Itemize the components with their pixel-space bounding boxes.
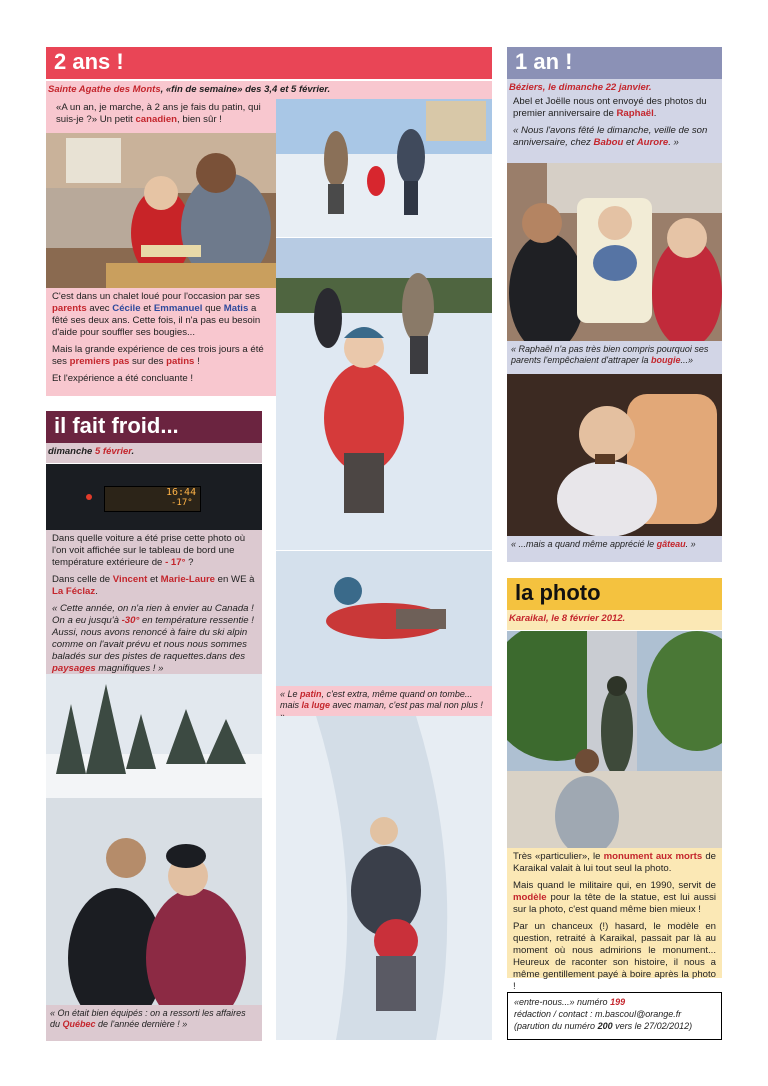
two-years-subtitle — [46, 81, 492, 99]
two-years-para1: C'est dans un chalet loué pour l'occasion par ses parents avec Cécile et Emmanuel que Matis a fêté ses deux ans. Cette fois, il n'a pas eu besoin d'aide pour souffler ses bougies... — [52, 291, 261, 338]
two-years-text — [46, 288, 276, 396]
photo-couple-snow — [46, 798, 262, 1005]
skate-caption: « Le patin, c'est extra, même quand on tombe... mais la luge avec maman, c'est pas mal non plus ! — [276, 686, 492, 716]
photo-subtitle: Karaikal, le 8 février 2012. — [507, 610, 722, 630]
photo-child-fallen — [276, 551, 492, 686]
two-years-para3: Et l'expérience a été concluante ! — [52, 373, 194, 384]
one-year-title: 1 an ! — [507, 47, 722, 79]
photo-toddler-skating — [276, 238, 492, 550]
two-years-title: 2 ans ! — [46, 47, 492, 79]
two-years-place: Sainte Agathe des Monts — [48, 84, 161, 95]
photo-baby-highchair — [507, 163, 722, 341]
one-year-quote: « Nous l'avons fêté le dimanche, veille de son anniversaire, chez Babou et Aurore. » — [513, 125, 708, 148]
one-year-caption2: « ...mais a quand même apprécié le gâteau. » — [507, 536, 722, 562]
photo-birthday-cake — [46, 133, 276, 288]
cold-para1: Dans quelle voiture a été prise cette photo où l'on voit affichée sur le tableau de bord une température extérieure de - 17° ? — [52, 533, 246, 568]
photo-para3: Par un chanceux (!) hasard, le modèle en question, retraité à Karaikal, passait par là au moment où nous admirions le monument... Heureux de raconter son histoire, il nous a même gentillement payé à boire après la photo ! — [513, 921, 716, 992]
one-year-subtitle: Béziers, le dimanche 22 janvier. — [509, 82, 652, 93]
cold-para2: Dans celle de Vincent et Marie-Laure en WE à La Féclaz. — [52, 574, 255, 597]
two-years-dates: , «fin de semaine» des 3,4 et 5 février. — [160, 84, 331, 95]
photo-para2: Mais quand le militaire qui, en 1990, servit de modèle pour la tête de la statue, est lui aussi sur la photo, c'est quand même bien mieux ! — [513, 880, 716, 915]
cold-date: dimanche 5 février. — [46, 443, 262, 463]
quote-highlight: canadien — [135, 114, 178, 125]
two-years-para2: Mais la grande expérience de ces trois jours a été ses premiers pas sur des patins ! — [52, 344, 264, 367]
photo-sledding — [276, 716, 492, 1040]
photo-baby-eating — [507, 374, 722, 536]
cold-title: il fait froid... — [46, 411, 262, 443]
one-year-para1: Abel et Joëlle nous ont envoyé des photos du premier anniversaire de Raphaël. — [513, 96, 707, 119]
photo-text — [507, 848, 722, 992]
cold-quote: « Cette année, on n'a rien à envier au Canada ! On a eu jusqu'à -30° en température ressentie ! Aussi, nous avons renoncé à faire du ski alpin comme on l'avait prévu et nous nous sommes baladés sur des pistes de raquettes.dans des paysages magnifiques ! » — [52, 603, 254, 674]
photo-snowy-forest — [46, 674, 262, 798]
two-years-quote — [46, 99, 276, 133]
cold-caption: « On était bien équipés : on a ressorti les affaires du Québec de l'année dernière ! » — [46, 1005, 262, 1041]
photo-dashboard — [46, 464, 262, 530]
quote-part: , bien sûr ! — [177, 114, 222, 125]
footer-box — [507, 992, 722, 1040]
photo-skating-group — [276, 99, 492, 237]
one-year-caption1: « Raphaël n'a pas très bien compris pourquoi ses parents l'empêchaient d'attraper la bougie...» — [507, 341, 722, 374]
quote-part: «A un an, je marche, à 2 ans je fais du patin, qui suis-je ?» Un petit — [56, 102, 261, 125]
dash-time: 16:44 — [166, 487, 197, 498]
photo-para1: Très «particulier», le monument aux morts de Karaikal valait à lui tout seul la photo. — [513, 851, 716, 874]
photo-title: la photo — [507, 578, 722, 610]
footer-line3: (parution du numéro 200 vers le 27/02/2012) — [514, 1021, 693, 1031]
photo-monument — [507, 631, 722, 848]
footer-line1: «entre-nous...» numéro 199 — [514, 997, 626, 1007]
cold-text — [46, 530, 262, 674]
one-year-body — [507, 79, 722, 163]
footer-contact: rédaction / contact : m.bascoul@orange.fr — [514, 1009, 682, 1019]
dash-temp: -17° — [171, 498, 193, 508]
one-year-text — [507, 96, 722, 157]
